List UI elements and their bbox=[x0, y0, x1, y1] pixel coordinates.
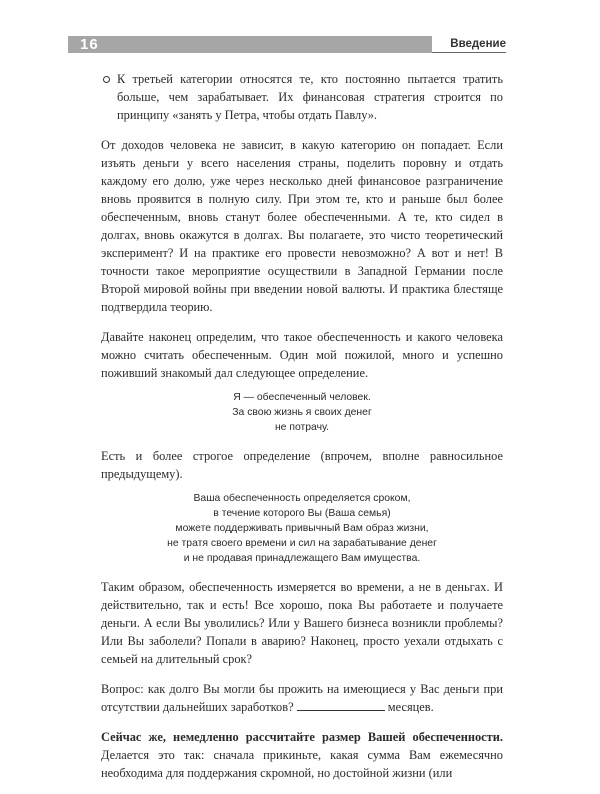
quote-2-line-2: в течение которого Вы (Ваша семья) bbox=[213, 508, 391, 519]
paragraph-3: Есть и более строгое определение (впрочем, вполне равносильное предыдущему). bbox=[101, 449, 503, 481]
answer-blank-line bbox=[297, 698, 385, 711]
question-suffix: месяцев. bbox=[387, 700, 434, 714]
question-text: Вопрос: как долго Вы могли бы прожить на имеющиеся у Вас деньги при отсутствии дальнейших заработков? bbox=[101, 682, 503, 714]
quote-2-line-3: можете поддерживать привычный Вам образ жизни, bbox=[175, 523, 429, 534]
bullet-paragraph bbox=[101, 70, 503, 124]
quote-1-line-2: За свою жизнь я своих денег bbox=[232, 407, 372, 418]
quote-1-line-1: Я — обеспеченный человек. bbox=[233, 392, 371, 403]
quote-1-line-3: не потрачу. bbox=[274, 422, 330, 433]
bullet-text: К третьей категории относятся те, кто постоянно пытается тратить больше, чем зарабатывает. Их финансовая стратегия строится по принципу «занять у Петра, чтобы отдать Павлу». bbox=[117, 72, 503, 122]
paragraph-5 bbox=[101, 680, 503, 716]
paragraph-4: Таким образом, обеспеченность измеряется во времени, а не в деньгах. И действительно, так и есть! Все хорошо, пока Вы работаете и получаете деньги. А если Вы уволились? Или у Вашего бизнеса возникли проблемы? Или Вы заболели? Попали в аварию? Наконец, просто уехали отдыхать с семьей на длительный срок? bbox=[101, 580, 503, 666]
bold-instruction: Сейчас же, немедленно рассчитайте размер Вашей обеспеченности. bbox=[101, 730, 503, 744]
paragraph-6-text: Делается это так: сначала прикиньте, какая сумма Вам ежемесячно необходима для поддержания скромной, но достойной жизни (или bbox=[101, 748, 503, 780]
section-title: Введение bbox=[450, 38, 506, 50]
quote-definition-1 bbox=[101, 390, 503, 435]
page-content bbox=[101, 70, 503, 794]
quote-2-line-1: Ваша обеспеченность определяется сроком, bbox=[193, 493, 411, 504]
paragraph-1: От доходов человека не зависит, в какую категорию он попадает. Если изъять деньги у всего населения страны, поделить поровну и отдать каждому его долю, уже через несколько дней финансовое разграничение вновь проявится в полную силу. При этом те, кто и раньше был более обеспеченным, вновь станут более обеспеченными. А те, кто сидел в долгах, вновь окажутся в долгах. Вы полагаете, это чисто теоретический эксперимент? И на практике его провести невозможно? А вот и нет! В точности такое мероприятие осуществили в Западной Германии после Второй мировой войны при введении новой валюты. И практика блестяще подтвердила теорию. bbox=[101, 138, 503, 314]
bullet-circle-icon bbox=[103, 76, 110, 83]
paragraph-6 bbox=[101, 728, 503, 782]
page-number: 16 bbox=[80, 36, 99, 53]
quote-2-line-5: и не продавая принадлежащего Вам имущества. bbox=[183, 553, 421, 564]
paragraph-2: Давайте наконец определим, что такое обеспеченность и какого человека можно считать обеспеченным. Один мой пожилой, много и успешно поживший знакомый дал следующее определение. bbox=[101, 330, 503, 380]
page-header bbox=[68, 36, 506, 53]
quote-2-line-4: не тратя своего времени и сил на зарабатывание денег bbox=[167, 538, 437, 549]
quote-definition-2 bbox=[101, 491, 503, 566]
